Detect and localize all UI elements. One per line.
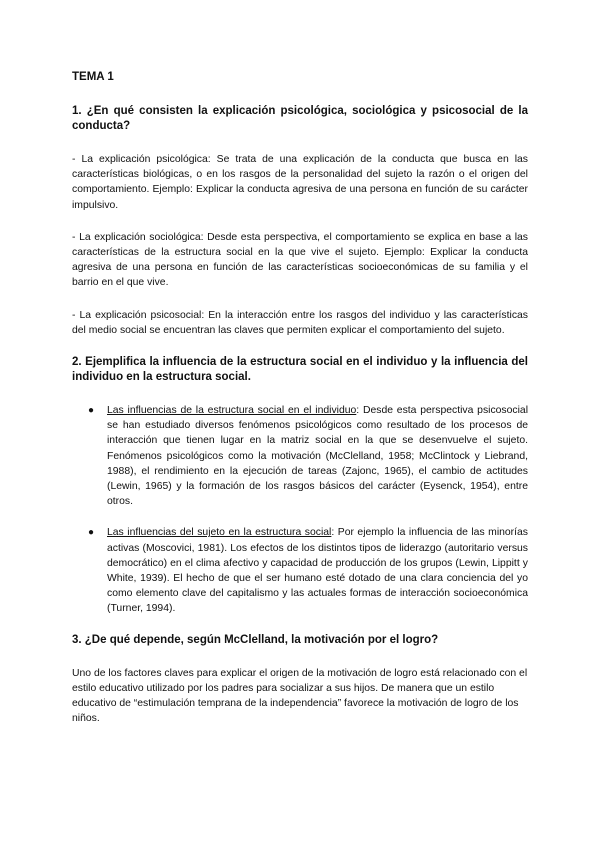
question-3-heading: 3. ¿De qué depende, según McClelland, la motivación por el logro? <box>72 633 439 646</box>
bullet-1-heading: Las influencias de la estructura social en el individuo <box>107 405 357 417</box>
q1-psychosocial-paragraph: - La explicación psicosocial: En la interacción entre los rasgos del individuo y las características del medio social se encuentran las claves que permiten explicar el comportamiento del sujeto. <box>72 309 528 336</box>
bullet-2-heading: Las influencias del sujeto en la estructura social <box>107 527 332 539</box>
list-item <box>88 403 528 509</box>
bullet-icon: ● <box>88 527 95 539</box>
list-item <box>88 525 529 616</box>
question-2-heading: 2. Ejemplifica la influencia de la estructura social en el individuo y la influencia del individuo en la estructura social. <box>72 356 528 384</box>
q2-bullet-list <box>72 403 528 617</box>
bullet-2-body: : Por ejemplo la influencia de las minorías activas (Moscovici, 1981). Los efectos de los distintos tipos de liderazgo (autoritario versus democrático) en el clima afectivo y capacidad de producción de los grupos (Lewin, Lippitt y White, 1939). El hecho de que el ser humano esté dotado de una clara conciencia del yo como elemento clave del capitalismo y las actuales formas de interacción socioeconómica (Turner, 1994). <box>107 527 529 615</box>
section-title: TEMA 1 <box>72 71 114 83</box>
bullet-icon: ● <box>88 405 95 417</box>
q3-answer-paragraph: Uno de los factores claves para explicar el origen de la motivación de logro está relacionado con el estilo educativo utilizado por los padres para socializar a sus hijos. De manera que un estilo educativo de “estimulación temprana de la independencia” favorece la motivación de logro de los niños. <box>72 667 528 725</box>
bullet-1-body: : Desde esta perspectiva psicosocial se han estudiado diversos fenómenos psicológicos como resultado de los procesos de interacción que tienen lugar en la matriz social en la que se desenvuelve el sujeto. Fenómenos psicológicos como la motivación (McClelland, 1958; McClintock y Liebrand, 1988), el rendimiento en la ejecución de tareas (Zajonc, 1965), el cambio de actitudes (Lewin, 1965) y la formación de los rasgos básicos del carácter (Eysenck, 1954), entre otros. <box>107 405 528 508</box>
question-1-heading: 1. ¿En qué consisten la explicación psicológica, sociológica y psicosocial de la conducta? <box>72 105 528 132</box>
q1-psychological-paragraph: - La explicación psicológica: Se trata de una explicación de la conducta que busca en las características biológicas, o en los rasgos de la personalidad del sujeto la razón o el origen del comportamiento. Ejemplo: Explicar la conducta agresiva de una persona en función de su carácter impulsivo. <box>72 154 528 211</box>
q1-sociological-paragraph: - La explicación sociológica: Desde esta perspectiva, el comportamiento se explica en base a las características de la estructura social en la que vive el sujeto. Ejemplo: Explicar la conducta agresiva de una persona en función de las características socioeconómicas de su familia y el barrio en el que vive. <box>72 231 528 289</box>
